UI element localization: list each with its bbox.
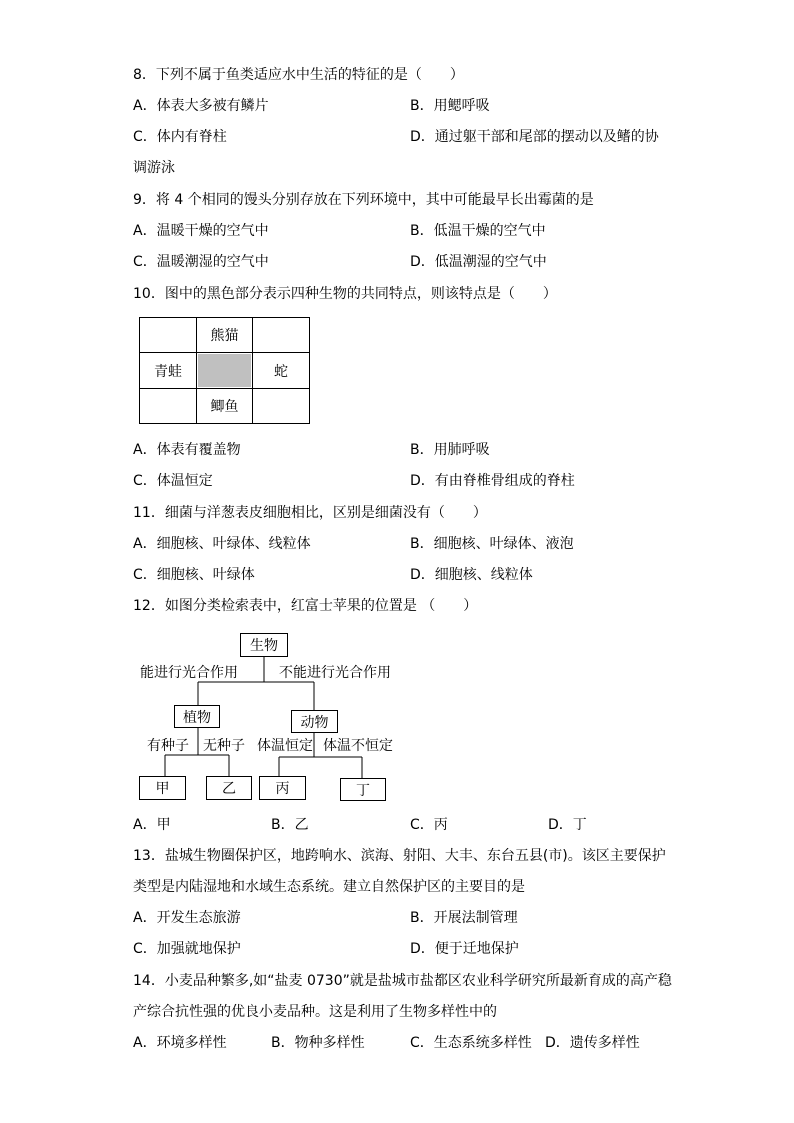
q10-option-c: C．体温恒定 xyxy=(133,473,213,489)
tree-node-ding: 丁 xyxy=(340,778,386,801)
q13-stem-line1: 13．盐城生物圈保护区，地跨响水、滨海、射阳、大丰、东台五县(市)。该区主要保护 xyxy=(133,848,666,864)
q9-option-d: D．低温潮湿的空气中 xyxy=(410,254,547,270)
q13-option-c: C．加强就地保护 xyxy=(133,941,241,957)
q11-stem: 11．细菌与洋葱表皮细胞相比，区别是细菌没有（ ） xyxy=(133,505,487,521)
grid-cell-left: 青蛙 xyxy=(154,363,182,380)
tree-label-photosynthesis: 能进行光合作用 xyxy=(140,665,238,681)
q14-option-c: C．生态系统多样性 xyxy=(410,1035,532,1051)
q9-option-a: A．温暖干燥的空气中 xyxy=(133,223,269,239)
q13-option-d: D．便于迁地保护 xyxy=(410,941,519,957)
q8-option-b: B．用鳃呼吸 xyxy=(410,98,490,114)
q12-option-a: A．甲 xyxy=(133,817,171,833)
q8-option-d-continued: 调游泳 xyxy=(133,160,175,176)
tree-label-constant-temp: 体温恒定 xyxy=(257,738,313,754)
q11-option-b: B．细胞核、叶绿体、液泡 xyxy=(410,536,574,552)
q13-option-b: B．开展法制管理 xyxy=(410,910,518,926)
q12-option-d: D．丁 xyxy=(548,817,587,833)
q14-stem-line2: 产综合抗性强的优良小麦品种。这是利用了生物多样性中的 xyxy=(133,1004,497,1020)
q10-option-b: B．用肺呼吸 xyxy=(410,442,490,458)
q11-option-a: A．细胞核、叶绿体、线粒体 xyxy=(133,536,311,552)
tree-node-bing: 丙 xyxy=(259,776,306,800)
tree-label-variable-temp: 体温不恒定 xyxy=(323,738,393,754)
tree-label-no-seed: 无种子 xyxy=(203,738,245,754)
tree-label-has-seed: 有种子 xyxy=(147,738,189,754)
q14-stem-line1: 14．小麦品种繁多,如“盐麦 0730”就是盐城市盐都区农业科学研究所最新育成的高产稳 xyxy=(133,973,672,989)
q12-stem: 12．如图分类检索表中，红富士苹果的位置是 （ ） xyxy=(133,598,478,614)
q9-option-b: B．低温干燥的空气中 xyxy=(410,223,546,239)
q12-option-c: C．丙 xyxy=(410,817,448,833)
q10-option-a: A．体表有覆盖物 xyxy=(133,442,241,458)
q12-option-b: B．乙 xyxy=(271,817,309,833)
q9-stem: 9．将 4 个相同的馒头分别存放在下列环境中，其中可能最早长出霉菌的是 xyxy=(133,192,594,208)
q10-option-d: D．有由脊椎骨组成的脊柱 xyxy=(410,473,575,489)
q9-option-c: C．温暖潮湿的空气中 xyxy=(133,254,269,270)
q14-option-b: B．物种多样性 xyxy=(271,1035,365,1051)
q11-option-c: C．细胞核、叶绿体 xyxy=(133,567,255,583)
q14-option-a: A．环境多样性 xyxy=(133,1035,227,1051)
grid-cell-right: 蛇 xyxy=(274,363,288,380)
tree-label-no-photosynthesis: 不能进行光合作用 xyxy=(279,665,391,681)
grid-cell-top: 熊猫 xyxy=(210,328,239,344)
q13-option-a: A．开发生态旅游 xyxy=(133,910,241,926)
tree-node-plant: 植物 xyxy=(174,705,220,728)
q8-stem: 8．下列不属于鱼类适应水中生活的特征的是（ ） xyxy=(133,67,464,83)
q11-option-d: D．细胞核、线粒体 xyxy=(410,567,533,583)
q10-stem: 10．图中的黑色部分表示四种生物的共同特点，则该特点是（ ） xyxy=(133,286,557,302)
tree-node-jia: 甲 xyxy=(139,776,186,800)
q14-option-d: D．遗传多样性 xyxy=(545,1035,640,1051)
tree-node-organism: 生物 xyxy=(240,633,288,657)
q8-option-a: A．体表大多被有鳞片 xyxy=(133,98,269,114)
q8-option-d: D．通过躯干部和尾部的摆动以及鳍的协 xyxy=(410,129,659,145)
q8-option-c: C．体内有脊柱 xyxy=(133,129,227,145)
grid-cell-bottom: 鲫鱼 xyxy=(210,399,239,415)
tree-node-yi: 乙 xyxy=(206,776,252,800)
q13-stem-line2: 类型是内陆湿地和水域生态系统。建立自然保护区的主要目的是 xyxy=(133,879,525,895)
tree-node-animal: 动物 xyxy=(291,710,338,733)
